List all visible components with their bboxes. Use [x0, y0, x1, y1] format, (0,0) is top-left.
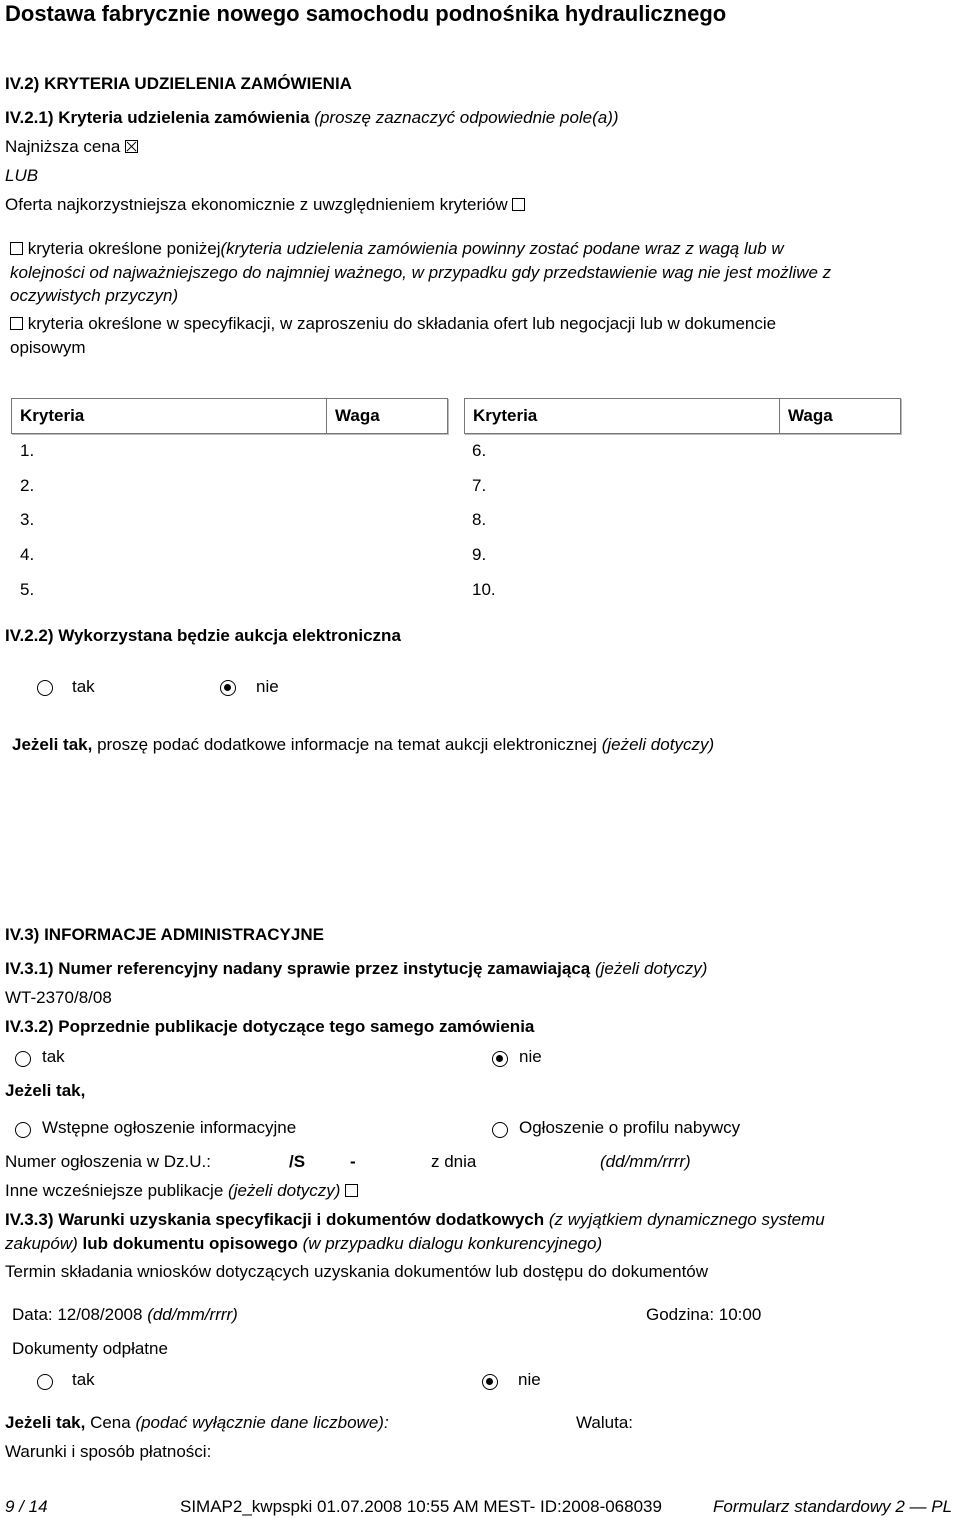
checked-checkbox-icon[interactable] [125, 140, 138, 153]
criteria-below-option: kryteria określone poniżej(kryteria udzielenia zamówienia powinny zostać podane wraz z wagą lub w kolejności od najważniejszego do najmniej ważnego, w przypadku gdy przedstawienie wag nie jest możliwe z oczywistych przyczyn) [10, 239, 832, 305]
table-row: 8. [472, 510, 487, 529]
paid-docs-label: Dokumenty odpłatne [12, 1339, 168, 1358]
notice-number-label: Numer ogłoszenia w Dz.U.: [5, 1152, 211, 1171]
radio-tak-auction[interactable] [37, 680, 53, 696]
notice-dash: - [350, 1152, 356, 1171]
currency-label: Waluta: [576, 1413, 634, 1432]
table-row: 4. [20, 545, 35, 564]
criteria-spec-option: kryteria określone w specyfikacji, w zaproszeniu do składania ofert lub negocjacji lub w dokumencie opisowym [10, 314, 777, 357]
section-iv33-title: IV.3.3) Warunki uzyskania specyfikacji i dokumentów dodatkowych (z wyjątkiem dynamicznego systemu zakupów) lub dokumentu opisowego (w przypadku dialogu konkurencyjnego) [5, 1210, 825, 1253]
radio-tak-previous[interactable] [15, 1051, 31, 1067]
radio-nie-auction[interactable] [220, 680, 236, 696]
deadline-date: Data: 12/08/2008 (dd/mm/rrrr) [12, 1305, 238, 1324]
radio-nie-paid[interactable] [482, 1374, 498, 1390]
other-publications: Inne wcześniejsze publikacje (jeżeli dotyczy) [5, 1181, 358, 1201]
lowest-price-option: Najniższa cena [5, 137, 138, 157]
section-iv32-title: IV.3.2) Poprzednie publikacje dotyczące tego samego zamówienia [5, 1017, 535, 1036]
deadline-text: Termin składania wniosków dotyczących uzyskania dokumentów lub dostępu do dokumentów [5, 1262, 709, 1281]
reference-number: WT-2370/8/08 [5, 988, 112, 1007]
table-row: 5. [20, 580, 35, 599]
section-iv21-title: IV.2.1) Kryteria udzielenia zamówienia (proszę zaznaczyć odpowiednie pole(a)) [5, 108, 619, 127]
notice-date-label: z dnia [431, 1152, 477, 1171]
table-header-kryteria-left: Kryteria [11, 398, 327, 434]
deadline-time: Godzina: 10:00 [646, 1305, 762, 1324]
checkbox-icon[interactable] [10, 242, 23, 255]
section-heading-iv2: IV.2) KRYTERIA UDZIELENIA ZAMÓWIENIA [5, 74, 352, 93]
radio-label-nie: nie [518, 1370, 541, 1389]
section-heading-iv3: IV.3) INFORMACJE ADMINISTRACYJNE [5, 925, 324, 944]
checkbox-icon[interactable] [512, 198, 525, 211]
radio-prelim-notice[interactable] [15, 1122, 31, 1138]
table-row: 1. [20, 441, 35, 460]
checkbox-icon[interactable] [10, 317, 23, 330]
notice-date-format: (dd/mm/rrrr) [600, 1152, 691, 1171]
table-row: 3. [20, 510, 35, 529]
radio-tak-paid[interactable] [37, 1374, 53, 1390]
radio-label-tak: tak [42, 1047, 65, 1066]
table-header-waga-left: Waga [326, 398, 448, 434]
table-row: 9. [472, 545, 487, 564]
table-header-kryteria-right: Kryteria [464, 398, 780, 434]
radio-label-tak: tak [72, 677, 95, 696]
lub-label: LUB [5, 166, 39, 185]
radio-label-prelim: Wstępne ogłoszenie informacyjne [42, 1118, 297, 1137]
radio-label-buyer-profile: Ogłoszenie o profilu nabywcy [519, 1118, 741, 1137]
radio-buyer-profile[interactable] [492, 1122, 508, 1138]
footer-page-number: 9 / 14 [5, 1497, 48, 1516]
table-row: 6. [472, 441, 487, 460]
if-yes-label: Jeżeli tak, [5, 1081, 86, 1100]
page-title: Dostawa fabrycznie nowego samochodu podnośnika hydraulicznego [5, 1, 727, 26]
section-iv31-title: IV.3.1) Numer referencyjny nadany sprawie przez instytucję zamawiającą (jeżeli dotyczy) [5, 959, 708, 978]
section-iv22-title: IV.2.2) Wykorzystana będzie aukcja elektroniczna [5, 626, 401, 645]
table-row: 2. [20, 476, 35, 495]
notice-slash-s: /S [289, 1152, 306, 1171]
footer-form-name: Formularz standardowy 2 — PL [713, 1497, 953, 1516]
meat-option: Oferta najkorzystniejsza ekonomicznie z uwzględnieniem kryteriów [5, 195, 525, 215]
footer-document-id: SIMAP2_kwpspki 01.07.2008 10:55 AM MEST- ID:2008-068039 [180, 1497, 662, 1516]
auction-info-text: Jeżeli tak, proszę podać dodatkowe informacje na temat aukcji elektronicznej (jeżeli dotyczy) [12, 735, 715, 754]
radio-label-nie: nie [519, 1047, 542, 1066]
checkbox-icon[interactable] [345, 1184, 358, 1197]
table-header-waga-right: Waga [779, 398, 901, 434]
price-line: Jeżeli tak, Cena (podać wyłącznie dane liczbowe): [5, 1413, 389, 1432]
payment-terms-label: Warunki i sposób płatności: [5, 1442, 212, 1461]
radio-label-tak: tak [72, 1370, 95, 1389]
radio-nie-previous[interactable] [492, 1051, 508, 1067]
radio-label-nie: nie [256, 677, 279, 696]
table-row: 7. [472, 476, 487, 495]
table-row: 10. [472, 580, 496, 599]
